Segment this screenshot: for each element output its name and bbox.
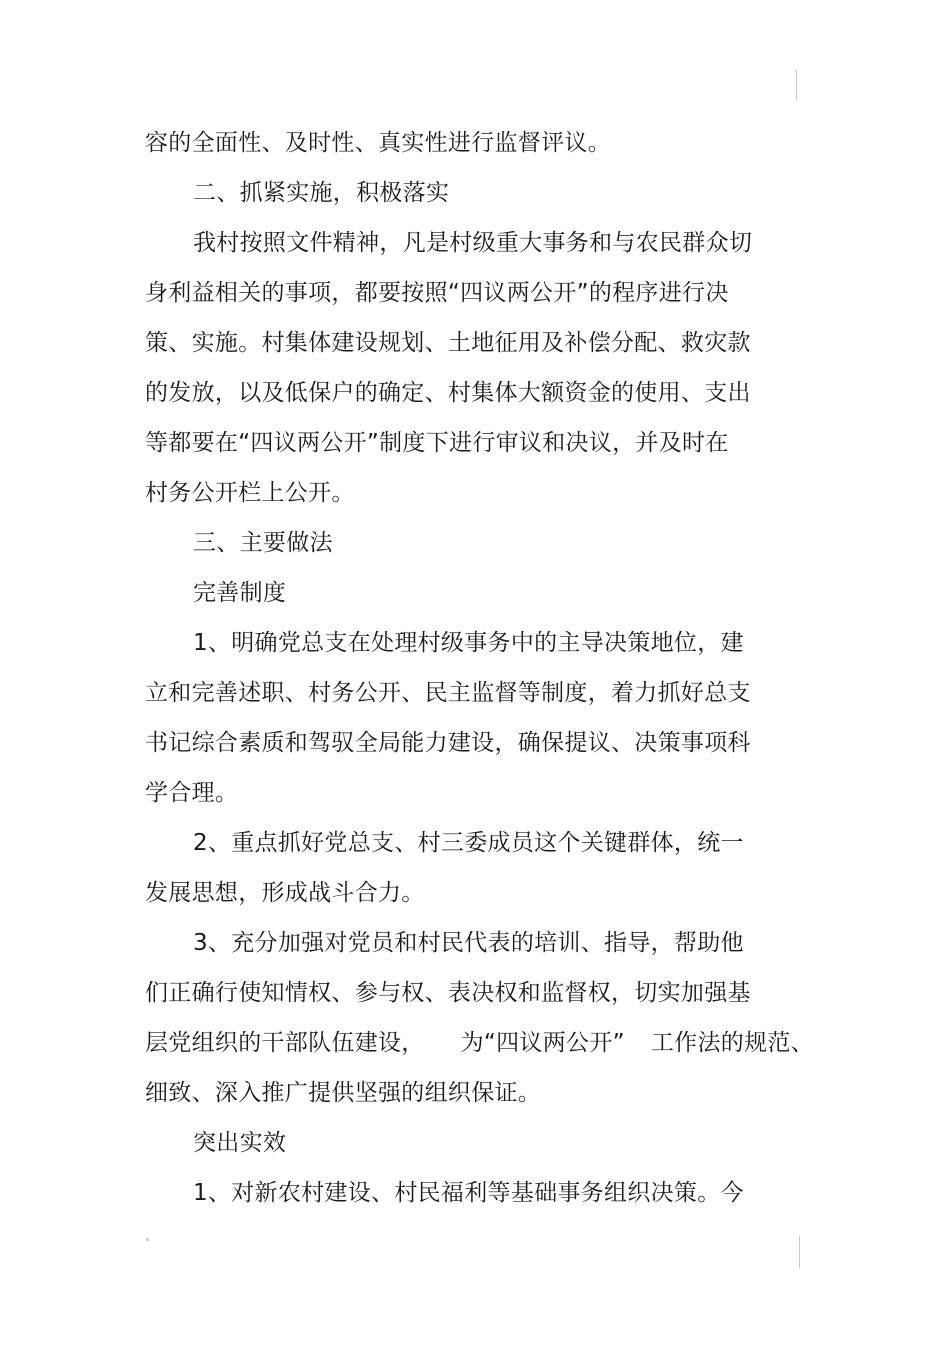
body-line: 策、实施。村集体建设规划、土地征用及补偿分配、救灾款 — [145, 330, 751, 356]
body-line: 书记综合素质和驾驭全局能力建设，确保提议、决策事项科 — [145, 730, 751, 756]
body-line: 的发放，以及低保户的确定、村集体大额资金的使用、支出 — [145, 380, 751, 406]
body-line: 我村按照文件精神，凡是村级重大事务和与农民群众切 — [193, 230, 753, 256]
section-heading: 三、主要做法 — [193, 530, 333, 556]
body-line: 学合理。 — [145, 780, 239, 806]
subsection-heading: 完善制度 — [193, 580, 287, 606]
body-line-part: 工作法的规范、 — [650, 1030, 814, 1056]
margin-dot — [146, 1238, 149, 1241]
body-line: 细致、深入推广提供坚强的组织保证。 — [145, 1080, 542, 1106]
body-line: 1、对新农村建设、村民福利等基础事务组织决策。今 — [193, 1180, 744, 1206]
body-line: 容的全面性、及时性、真实性进行监督评议。 — [145, 130, 611, 156]
body-line: 村务公开栏上公开。 — [145, 480, 355, 506]
subsection-heading: 突出实效 — [193, 1130, 287, 1156]
body-line: 等都要在“四议两公开”制度下进行审议和决议，并及时在 — [145, 430, 729, 456]
body-line-part: 为“四议两公开” — [460, 1030, 625, 1056]
body-line: 立和完善述职、村务公开、民主监督等制度，着力抓好总支 — [145, 680, 751, 706]
margin-mark-bottom — [799, 1236, 800, 1268]
section-heading: 二、抓紧实施，积极落实 — [193, 180, 450, 206]
body-line: 们正确行使知情权、参与权、表决权和监督权，切实加强基 — [145, 980, 751, 1006]
body-line: 发展思想，形成战斗合力。 — [145, 880, 425, 906]
body-line: 2、重点抓好党总支、村三委成员这个关键群体，统一 — [193, 830, 744, 856]
body-line-part: 层党组织的干部队伍建设， — [145, 1030, 425, 1056]
margin-mark-top — [796, 70, 797, 100]
body-line: 3、充分加强对党员和村民代表的培训、指导，帮助他 — [193, 930, 744, 956]
body-line: 身利益相关的事项，都要按照“四议两公开”的程序进行决 — [145, 280, 729, 306]
body-line — [145, 1028, 814, 1058]
body-line: 1、明确党总支在处理村级事务中的主导决策地位，建 — [193, 630, 744, 656]
